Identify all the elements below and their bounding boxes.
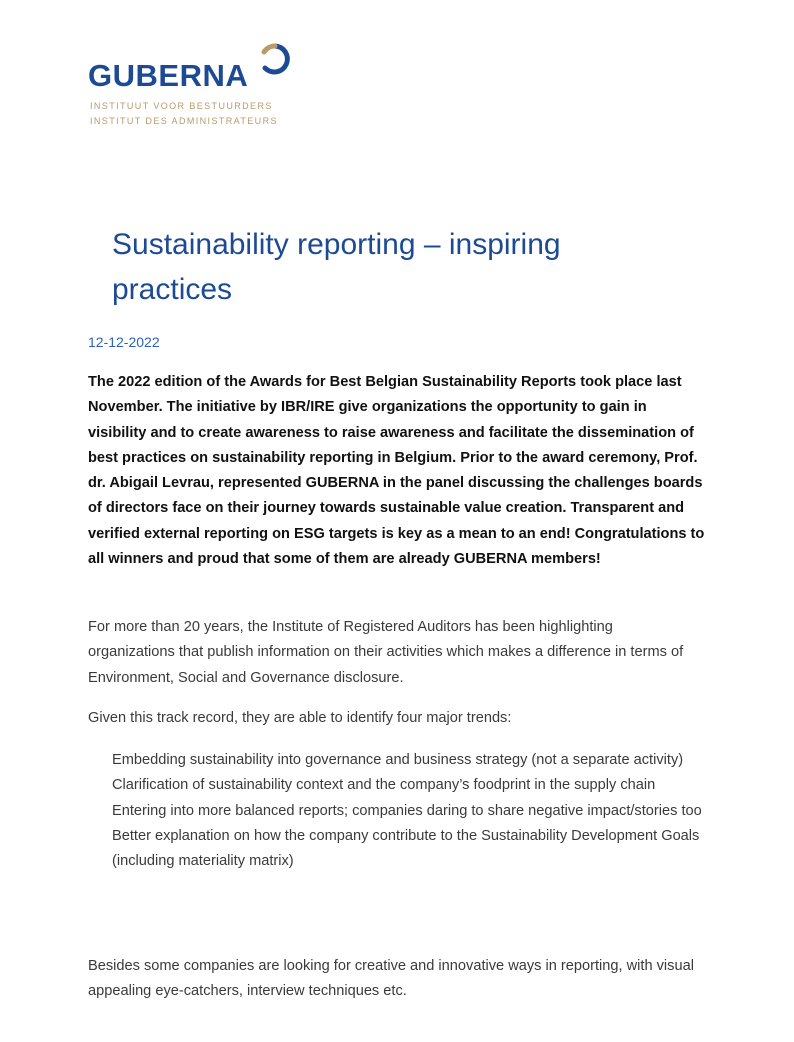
trend-item: Entering into more balanced reports; companies daring to share negative impact/stories too	[112, 802, 702, 819]
logo-subtitle-nl: INSTITUUT VOOR BESTUURDERS	[90, 101, 273, 111]
guberna-logo	[88, 42, 298, 132]
logo-wordmark: GUBERNA	[88, 58, 249, 93]
trend-item: Better explanation on how the company contribute to the Sustainability Development Goals (including materiality matrix)	[112, 827, 700, 870]
article-date: 12-12-2022	[88, 334, 160, 350]
article-lead: The 2022 edition of the Awards for Best Belgian Sustainability Reports took place last November. The initiative by IBR/IRE give organizations the opportunity to gain in visibility and to create awareness to raise awareness and facilitate the dissemination of best practices on sustainability reporting in Belgium. Prior to the award ceremony, Prof. dr. Abigail Levrau, represented GUBERNA in the panel discussing the challenges boards of directors face on their journey towards sustainable value creation. Transparent and verified external reporting on ESG targets is key as a mean to an end! Congratulations to all winners and proud that some of them are already GUBERNA members!	[88, 374, 705, 568]
paragraph-creative-reporting: Besides some companies are looking for creative and innovative ways in reporting, with visual appealing eye-catchers, interview techniques etc.	[88, 958, 694, 1000]
paragraph-trends-intro: Given this track record, they are able to identify four major trends:	[88, 710, 512, 726]
paragraph-history: For more than 20 years, the Institute of Registered Auditors has been highlighting organizations that publish information on their activities which makes a difference in terms of Environment, Social and Governance disclosure.	[88, 619, 684, 686]
trend-item: Embedding sustainability into governance and business strategy (not a separate activity)	[112, 752, 684, 768]
trends-list	[112, 748, 712, 874]
trend-item: Clarification of sustainability context and the company’s foodprint in the supply chain	[112, 777, 656, 794]
article-title: Sustainability reporting – inspiring practices	[112, 228, 561, 306]
logo-swirl-icon	[258, 42, 292, 76]
logo-subtitle-fr: INSTITUT DES ADMINISTRATEURS	[90, 116, 278, 126]
